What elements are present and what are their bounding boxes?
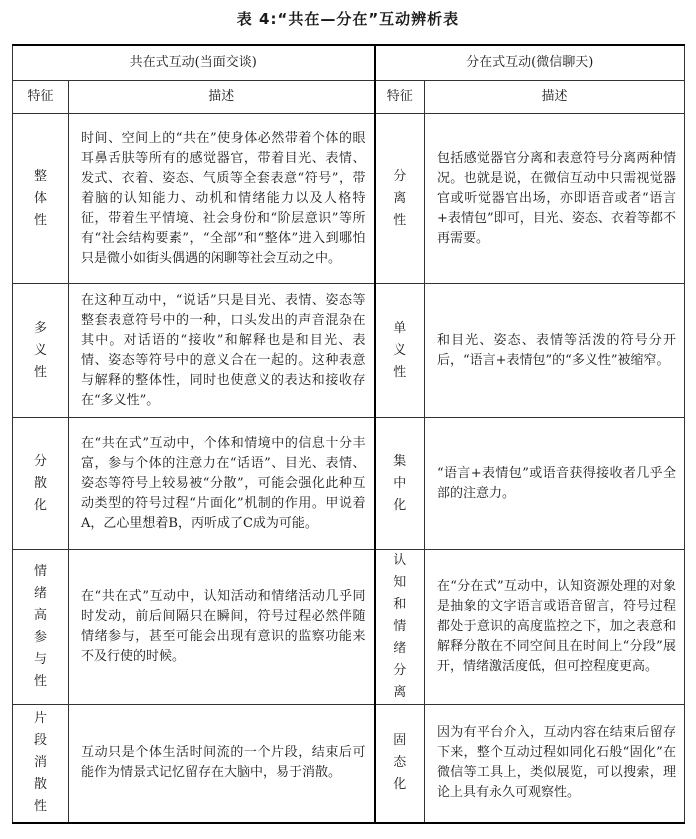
description-cell-left: 在“共在式”互动中，个体和情境中的信息十分丰富，参与个体的注意力在“话语”、目光、表情、姿态等符号上较易被“分散”，可能会强化此种互动类型的符号过程“片面化”机制的作用。甲说着A，乙心里想着B，丙听成了C成为可能。 (69, 418, 375, 550)
feature-cell-left (13, 284, 69, 418)
description-cell-right: 和目光、姿态、表情等活泼的符号分开后，“语言+表情包”的“多义性”被缩窄。 (425, 284, 685, 418)
feature-label: 集 中 化 (393, 453, 407, 513)
table-row (13, 284, 685, 418)
feature-cell-left (13, 114, 69, 284)
group-header-left: 共在式互动(当面交谈) (13, 45, 375, 81)
description-cell-left: 在这种互动中，“说话”只是目光、表情、姿态等整套表意符号中的一种，口头发出的声音混杂在其中。对话语的“接收”和解释也是和目光、表情、姿态等符号中的意义合在一起的。这种表意与解释的整体性，同时也使意义的表达和接收存在“多义性”。 (69, 284, 375, 418)
feature-label: 固 态 化 (393, 733, 407, 793)
feature-label: 片 段 消 散 性 (33, 711, 47, 815)
column-header-description-left: 描述 (69, 81, 375, 114)
feature-cell-left (13, 705, 69, 823)
description-cell-left: 时间、空间上的“共在”使身体必然带着个体的眼耳鼻舌肤等所有的感觉器官，带着目光、表情、发式、衣着、姿态、气质等全套表意“符号”，带着脑的认知能力、动机和情绪能力以及人格特征，带着生平情境、社会身份和“阶层意识”等所有“社会结构要素”，“全部”和“整体”进入到哪怕只是微小如街头偶遇的闲聊等社会互动之中。 (69, 114, 375, 284)
feature-label: 整 体 性 (33, 168, 47, 228)
feature-cell-right (375, 705, 425, 823)
group-header-row (13, 45, 685, 81)
table-row (13, 550, 685, 705)
comparison-table (12, 44, 685, 824)
group-header-right: 分在式互动(微信聊天) (375, 45, 685, 81)
column-header-description-right: 描述 (425, 81, 685, 114)
description-cell-right: 因为有平台介入，互动内容在结束后留存下来，整个互动过程如同化石般“固化”在微信等工具上，类似展览，可以搜索，理论上具有永久可观察性。 (425, 705, 685, 823)
feature-label: 情 绪 高 参 与 性 (33, 564, 47, 689)
description-cell-right: 包括感觉器官分离和表意符号分离两种情况。也就是说，在微信互动中只需视觉器官或听觉器官出场，亦即语音或者“语言+表情包”即可，目光、姿态、衣着等都不再需要。 (425, 114, 685, 284)
feature-label: 分 散 化 (33, 453, 47, 513)
feature-label: 分 离 性 (393, 168, 407, 228)
feature-label: 认 知 和 情 绪 分 离 (393, 553, 407, 700)
table-title: 表 4:“共在—分在”互动辨析表 (236, 10, 460, 28)
table-row (13, 705, 685, 823)
feature-label: 多 义 性 (33, 320, 47, 380)
feature-cell-right (375, 550, 425, 705)
feature-cell-right (375, 418, 425, 550)
description-cell-right: “语言+表情包”或语音获得接收者几乎全部的注意力。 (425, 418, 685, 550)
column-header-feature-right: 特征 (375, 81, 425, 114)
feature-cell-left (13, 550, 69, 705)
column-header-feature-left: 特征 (13, 81, 69, 114)
column-header-row (13, 81, 685, 114)
description-cell-right: 在“分在式”互动中，认知资源处理的对象是抽象的文字语言或语音留言，符号过程都处于意识的高度监控之下，加之表意和解释分散在不同空间且在时间上“分段”展开，情绪激活度低，但可控程度更高。 (425, 550, 685, 705)
description-cell-left: 在“共在式”互动中，认知活动和情绪活动几乎同时发动，前后间隔只在瞬间，符号过程必然伴随情绪参与，甚至可能会出现有意识的监察功能来不及行使的时候。 (69, 550, 375, 705)
feature-cell-left (13, 418, 69, 550)
feature-cell-right (375, 284, 425, 418)
description-cell-left: 互动只是个体生活时间流的一个片段，结束后可能作为情景式记忆留存在大脑中，易于消散。 (69, 705, 375, 823)
feature-label: 单 义 性 (393, 320, 407, 380)
table-row (13, 114, 685, 284)
table-row (13, 418, 685, 550)
feature-cell-right (375, 114, 425, 284)
